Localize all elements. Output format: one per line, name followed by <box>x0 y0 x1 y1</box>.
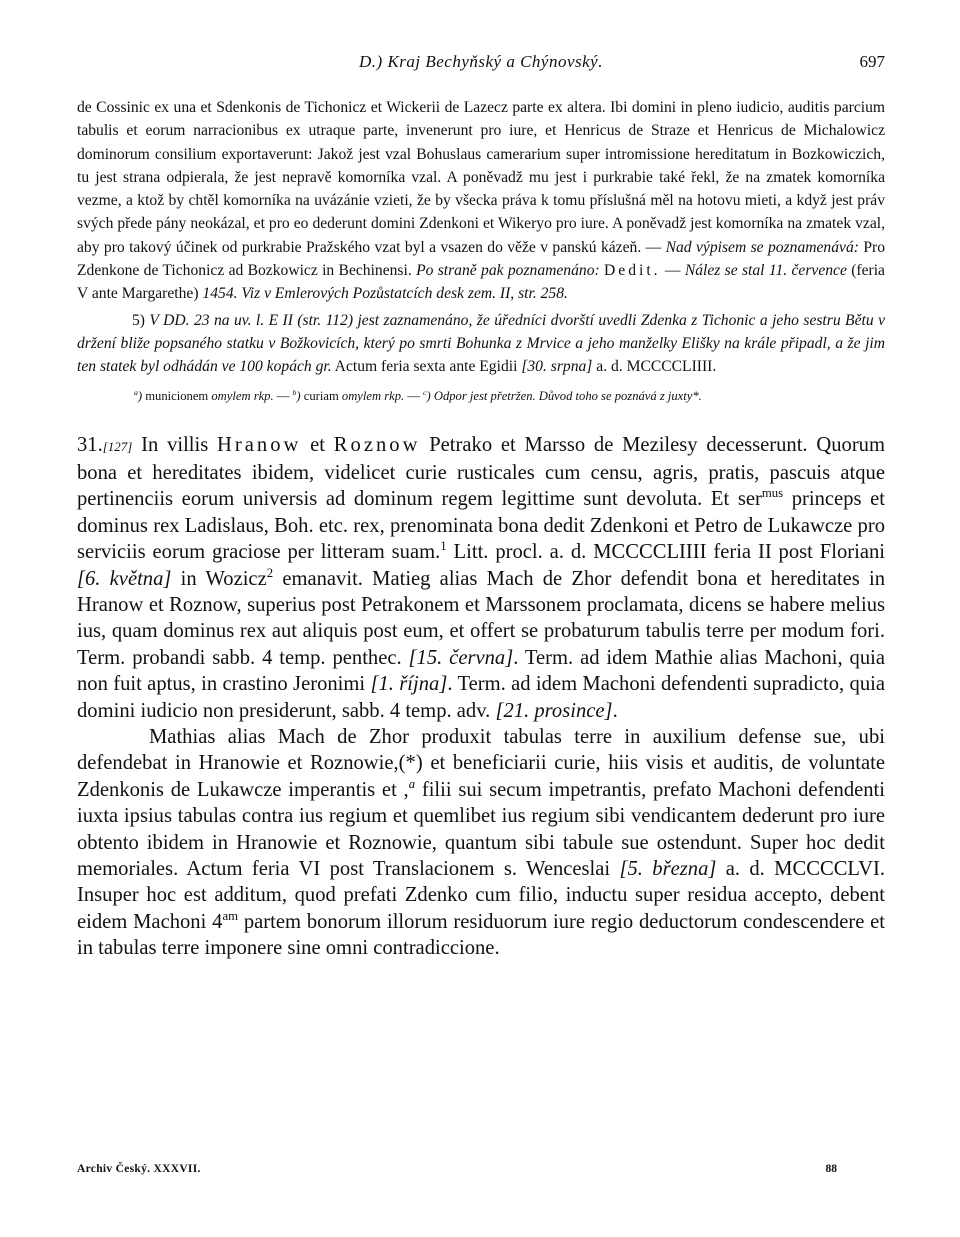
entry-paragraph-2: Mathias alias Mach de Zhor produxit tabulas terre in auxilium defense sue, ubi defendebat in Hranowie et Roznowie,(*) et beneficiarii curie, hiis visis et auditis, de voluntate Zdenkonis de Lukawcze imperantis et ,$^a$ filii sui secum impetrantis, prefato Machoni defendenti iuxta ipsius tabulas contra ius regium et quemlibet ius regium sibi vendicantem dederunt pro iure obtento ibidem in Hranowie et Roznowie, quantum sibi tabule sue ostendunt. Super hoc dedit memoriales. Actum feria VI post Translacionem s. Wenceslai [5. března] a. d. MCCCCLVI. Insuper hoc est additum, quod prefati Zdenko cum filio, inductu super residua accepto, debent eidem Machoni $4^{am}$ partem bonorum illorum residuorum iure regio deductorum condescendere et in tabulas terre imponere sine omni contradiccione. <box>77 726 886 960</box>
note-continuation: de Cossinic ex una et Sdenkonis de Tichonicz et Wickerii de Lazecz parte ex altera. Ibi domini in pleno iudicio, auditis parcium tabulis et eorum narracionibus ex utraque parte, invenerunt pro iure, et Henricus de Straze et Henricus de Michalowicz dominorum consilium exportaverunt: Jakož jest vzal Bohuslaus camerarium super intromissione hereditatum in Bozkowiczich, tu jest strana odpierala, že jest nepravě komorníka vzal. A poněvadž mu jest i purkrabie také řekl, že na zmatek komorníka vezme, a ktož by chtěl komorníka na uvázánie vzieti, že by všecka práva k tomu příslušná měl na hotovu mieti, a když jest práv svých přede pány neokázal, et pro eo dederunt domini Zdenkoni et Wikeryo pro iure. A poněvadž jest komorníka na zmatek vzal, aby pro takový účinek od purkrabie Pražského vzat byl a vsazen do věže v panskú kázeň. — Nad výpisem se poznamenává: Pro Zdenkone de Tichonicz ad Bozkowicz in Bechinensi. Po straně pak poznamenáno: Dedit. — Nález se stal 11. července (feria V ante Margarethe) 1454. Viz v Emlerových Pozůstatcích desk zem. II, str. 258. <box>77 99 885 303</box>
page-header <box>77 52 885 78</box>
notes-section <box>77 96 885 379</box>
entry-paragraph-1: 31.[127] In villis Hranow et Roznow Petrako et Marsso de Mezilesy decesserunt. Quorum bona et hereditates ibidem, videlicet curie rusticales cum censu, agris, pratis, pascuis atque pertinenciis eorum universis ad dominum regem legittime sunt devoluta. Et ser$^{mus}$ princeps et dominus rex Ladislaus, Boh. etc. rex, prenominata bona dedit Zdenkoni et Petro de Lukawcze pro serviciis eorum graciose per litteram suam.$^1$ Litt. procl. a. d. MCCCCLIIII feria II post Floriani [6. května] in Wozicz$^2$ emanavit. Matieg alias Mach de Zhor defendit bona et hereditates in Hranow et Roznow, superius post Petrakonem et Marssonem proclamata, dicens se habere melius ius, quam dominus rex aut aliquis post eum, et offert se probaturum tabulis terre per modum fori. Term. probandi sabb. 4 temp. penthec. [15. června]. Term. ad idem Mathie alias Machoni, quia non fuit aptus, in crastino Jeronimi [1. října]. Term. ad idem Machoni defendenti supradicto, quia domini iudicio non presiderunt, sabb. 4 temp. adv. [21. prosince]. <box>77 433 886 722</box>
sheet-number: 88 <box>825 1163 837 1175</box>
running-title: D.) Kraj Bechyňský a Chýnovský. <box>359 52 603 71</box>
footnote-ref: 2 <box>266 565 274 580</box>
place-name: Hranow <box>217 433 302 456</box>
document-page <box>77 52 885 962</box>
entry-original-number: [127] <box>102 438 133 454</box>
textual-footnotes: $^a$) municionem omylem rkp. — $^b$) curiam omylem rkp. — $^c$) Odpor jest přetržen. Důvod toho se poznává z juxty*. <box>134 387 702 403</box>
printer-signature: Archiv Český. XXXVII. <box>77 1163 201 1175</box>
footnote-ref: 1 <box>440 539 447 554</box>
note-5: 5) V DD. 23 na uv. l. E II (str. 112) jest zaznamenáno, že úředníci dvorští uvedli Zdenka z Tichonic a jeho sestru Bětu v držení bliže popsaného statku v Božkovicích, který po smrti Bohunka z Mrvice a jeho manželky Elišky na krále připadl, a že jim ten statek byl odhádán ve 100 kopách gr. Actum feria sexta ante Egidii [30. srpna] a. d. MCCCCLIIII. <box>77 311 885 376</box>
entry-31 <box>77 432 885 962</box>
page-number: 697 <box>859 52 885 71</box>
place-name: Roznow <box>333 433 421 456</box>
entry-number: 31. <box>77 433 103 456</box>
